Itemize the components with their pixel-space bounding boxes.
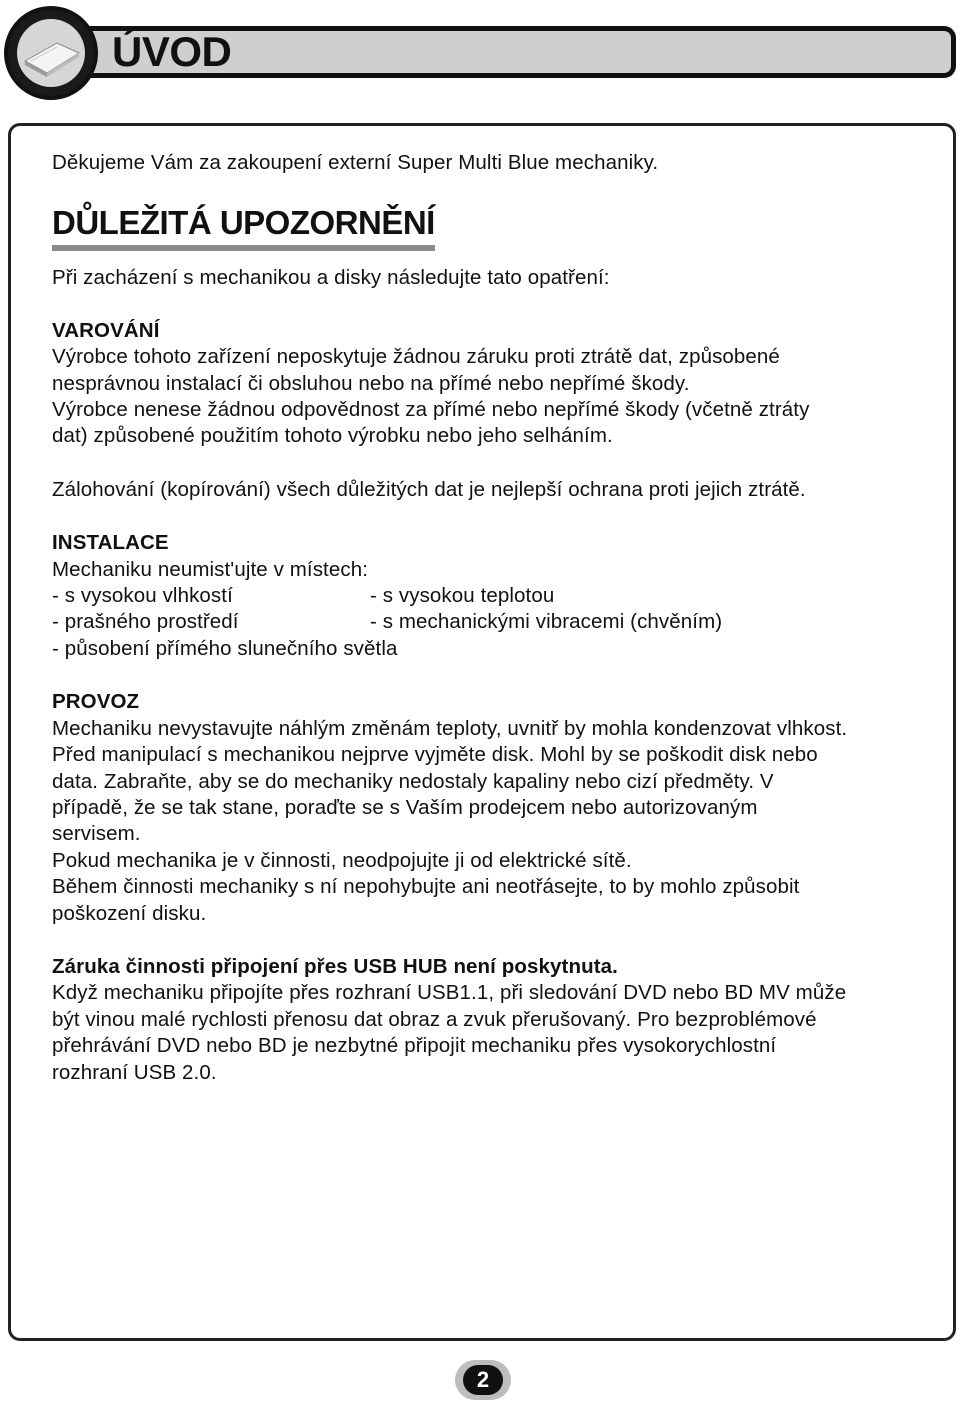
section-heading (52, 203, 922, 251)
install-item: - působení přímého slunečního světla (52, 636, 398, 660)
operation-line: Během činnosti mechaniky s ní nepohybujte ani neotřásejte, to by mohlo způsobit (52, 875, 800, 899)
operation-line: případě, že se tak stane, poraďte se s Vaším prodejcem nebo autorizovaným (52, 795, 758, 819)
operation-heading: PROVOZ (52, 690, 140, 714)
external-drive-icon (17, 19, 85, 87)
operation-line: Mechaniku nevystavujte náhlým změnám teploty, uvnitř by mohla kondenzovat vlhkost. (52, 716, 848, 740)
section-lead: Při zacházení s mechanikou a disky následujte tato opatření: (52, 266, 610, 290)
install-item: - s vysokou vlhkostí (52, 584, 233, 608)
content (52, 150, 922, 1086)
operation-line: Před manipulací s mechanikou nejprve vyjměte disk. Mohl by se poškodit disk nebo (52, 743, 818, 767)
install-row (52, 609, 922, 635)
install-item: - s mechanickými vibracemi (chvěním) (370, 610, 723, 634)
operation-line: data. Zabraňte, aby se do mechaniky nedostaly kapaliny nebo cizí předměty. V (52, 769, 774, 793)
usb-line: rozhraní USB 2.0. (52, 1060, 217, 1084)
drive-badge (4, 6, 98, 100)
warning-heading: VAROVÁNÍ (52, 318, 160, 342)
operation-line: servisem. (52, 822, 141, 846)
warning-line: Výrobce tohoto zařízení neposkytuje žádnou záruku proti ztrátě dat, způsobené (52, 345, 780, 369)
warning-line: nesprávnou instalací či obsluhou nebo na přímé nebo nepřímé škody. (52, 371, 690, 395)
usb-line: Když mechaniku připojíte přes rozhraní USB1.1, při sledování DVD nebo BD MV může (52, 981, 847, 1005)
backup-note: Zálohování (kopírování) všech důležitých dat je nejlepší ochrana proti jejich ztrátě. (52, 477, 806, 501)
operation-line: poškození disku. (52, 901, 207, 925)
install-lead: Mechaniku neumist'ujte v místech: (52, 557, 368, 581)
page-title: ÚVOD (112, 28, 232, 75)
warning-line: dat) způsobené použitím tohoto výrobku nebo jeho selháním. (52, 424, 613, 448)
install-item: - s vysokou teplotou (370, 584, 555, 608)
install-item: - prašného prostředí (52, 610, 239, 634)
page-number-badge (455, 1360, 511, 1400)
usb-heading: Záruka činnosti připojení přes USB HUB není poskytnuta. (52, 954, 618, 978)
intro-text: Děkujeme Vám za zakoupení externí Super Multi Blue mechaniky. (52, 151, 659, 174)
page-number: 2 (463, 1365, 503, 1395)
usb-line: přehrávání DVD nebo BD je nezbytné připojit mechaniku přes vysokorychlostní (52, 1034, 777, 1058)
warning-line: Výrobce nenese žádnou odpovědnost za přímé nebo nepřímé škody (včetně ztráty (52, 398, 810, 422)
install-heading: INSTALACE (52, 531, 169, 555)
install-row (52, 583, 922, 609)
usb-line: být vinou malé rychlosti přenosu dat obraz a zvuk přerušovaný. Pro bezproblémové (52, 1007, 817, 1031)
operation-line: Pokud mechanika je v činnosti, neodpojujte ji od elektrické sítě. (52, 848, 632, 872)
section-title: DŮLEŽITÁ UPOZORNĚNÍ (52, 203, 435, 251)
